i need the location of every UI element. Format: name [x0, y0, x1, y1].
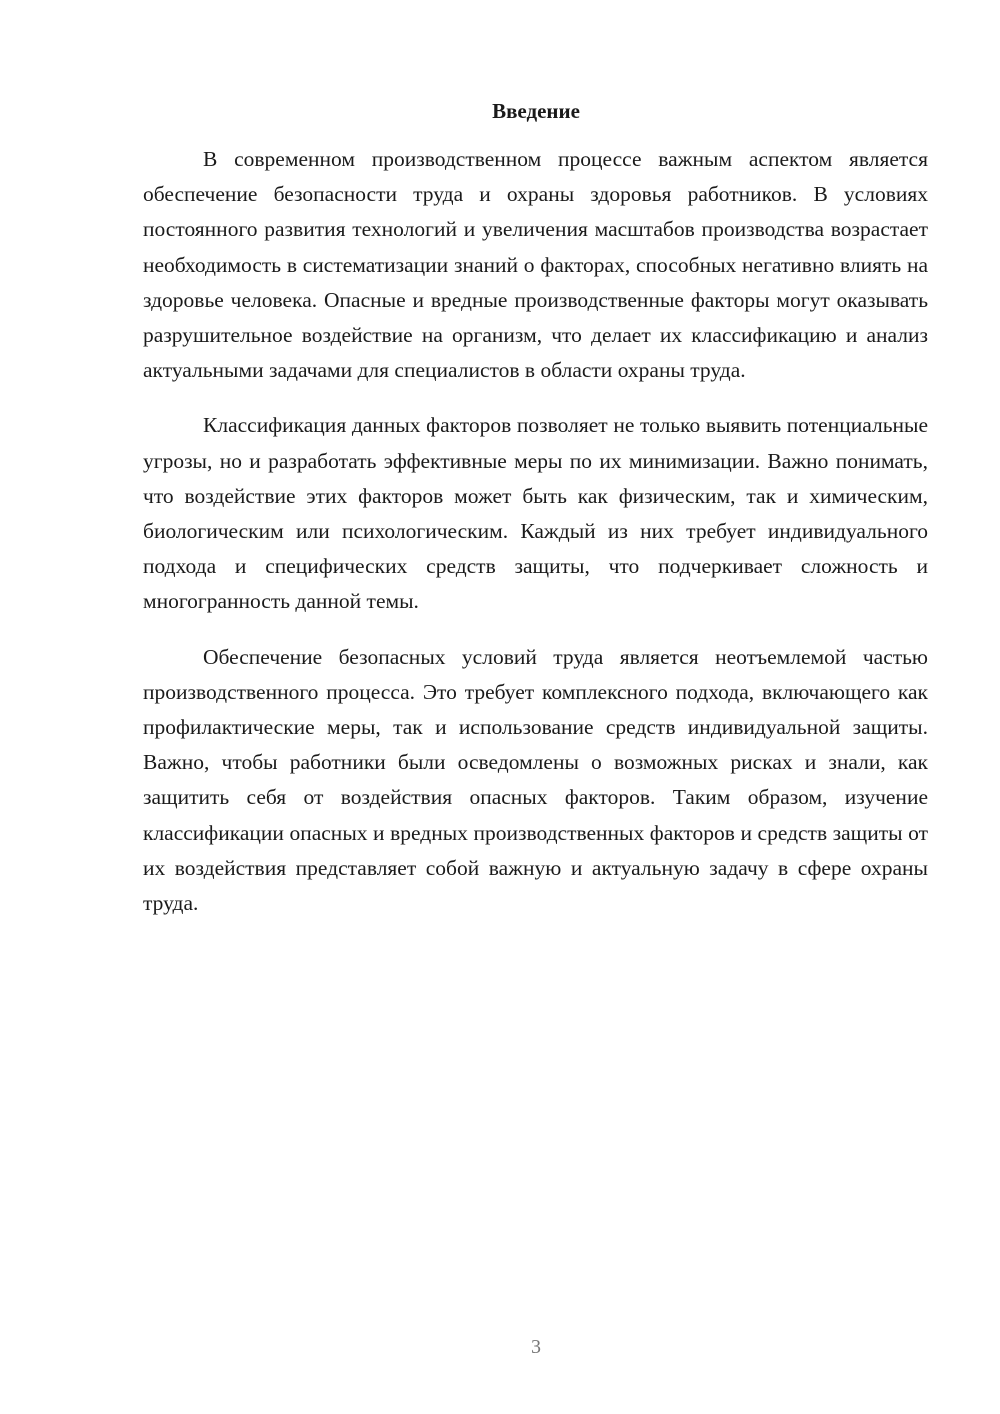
paragraph-intro: В современном производственном процессе важным аспектом является обеспечение безопасности труда и охраны здоровья работников. В условиях постоянного развития технологий и увеличения масштабов производства возрастает необходимость в систематизации знаний о факторах, способных негативно влиять на здоровье человека. Опасные и вредные производственные факторы могут оказывать разрушительное воздействие на организм, что делает их классификацию и анализ актуальными задачами для специалистов в области охраны труда.: [143, 147, 928, 383]
page-title: Введение: [492, 99, 580, 123]
page-number: 3: [531, 1336, 541, 1358]
paragraph-safe-conditions: Обеспечение безопасных условий труда является неотъемлемой частью производственного процесса. Это требует комплексного подхода, включающего как профилактические меры, так и использование средств индивидуальной защиты. Важно, чтобы работники были осведомлены о возможных рисках и знали, как защитить себя от воздействия опасных факторов. Таким образом, изучение классификации опасных и вредных производственных факторов и средств защиты от их воздействия представляет собой важную и актуальную задачу в сфере охраны труда.: [143, 644, 928, 916]
paragraph-classification: Классификация данных факторов позволяет не только выявить потенциальные угрозы, но и разработать эффективные меры по их минимизации. Важно понимать, что воздействие этих факторов может быть как физическим, так и химическим, биологическим или психологическим. Каждый из них требует индивидуального подхода и специфических средств защиты, что подчеркивает сложность и многогранность данной темы.: [143, 413, 928, 614]
body-text: [143, 142, 928, 941]
